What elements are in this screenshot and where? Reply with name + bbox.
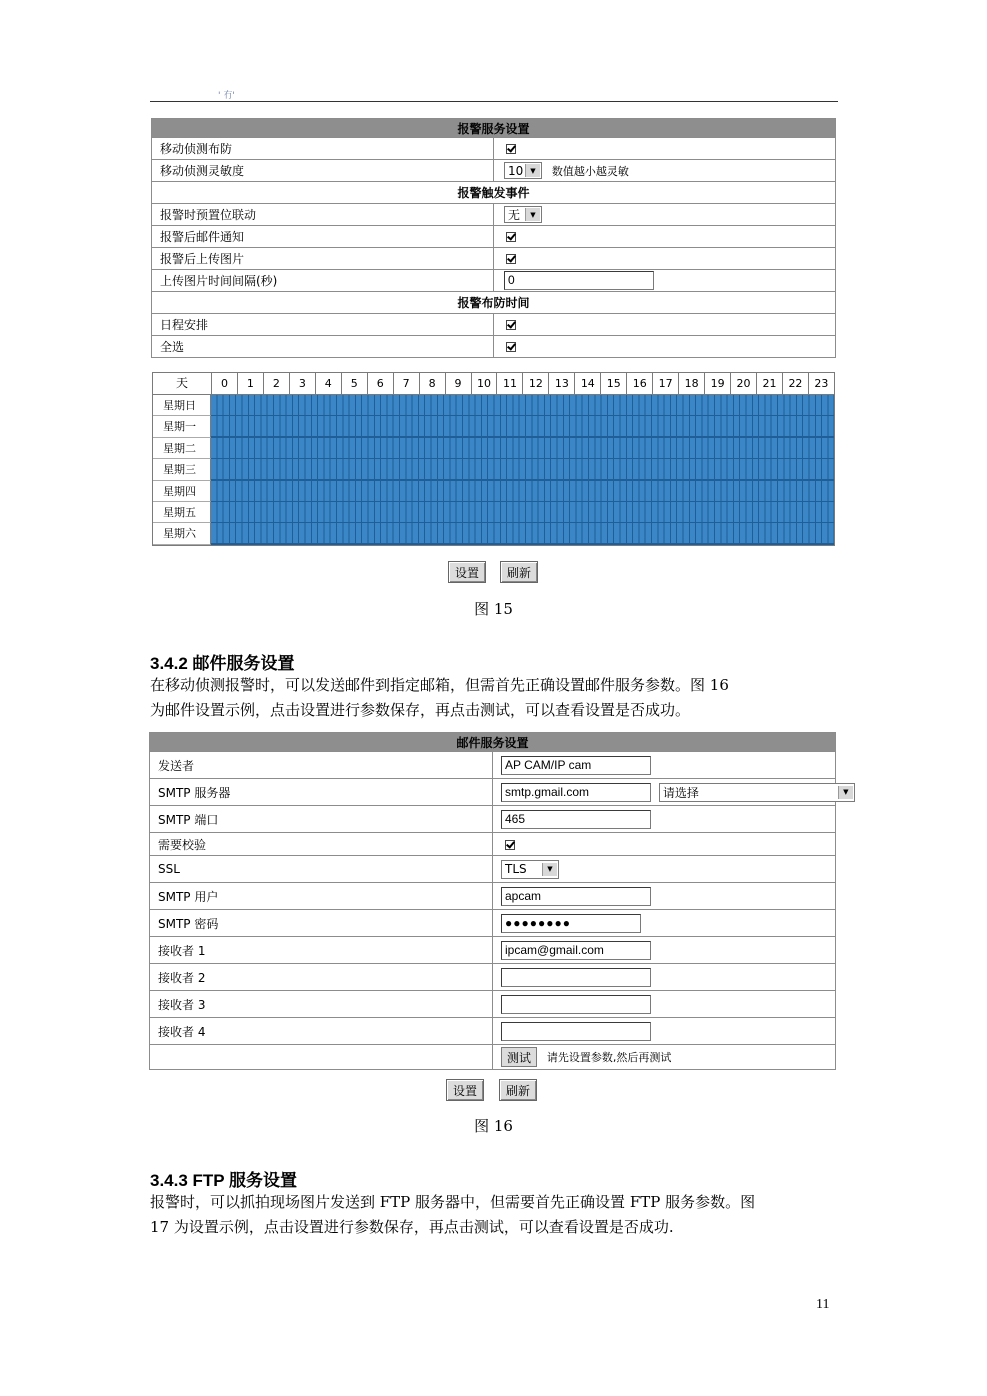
schedule-day-row xyxy=(153,502,834,523)
schedule-cells[interactable] xyxy=(211,395,834,416)
schedule-day-row xyxy=(153,481,834,502)
hour-header: 6 xyxy=(368,373,394,394)
smtp-server-select[interactable] xyxy=(659,783,855,802)
smtp-port-input[interactable]: 465 xyxy=(501,810,651,829)
hour-header: 10 xyxy=(472,373,498,394)
hour-header: 20 xyxy=(731,373,757,394)
ftp-section-heading: 3.4.3 FTP 服务设置 xyxy=(150,1171,298,1190)
recv2-label: 接收者 2 xyxy=(150,964,493,991)
recv3-input[interactable] xyxy=(501,995,651,1014)
mail-notify-label: 报警后邮件通知 xyxy=(152,226,494,248)
recv4-input[interactable] xyxy=(501,1022,651,1041)
select-all-label: 全选 xyxy=(152,336,494,358)
smtp-server-input[interactable]: smtp.gmail.com xyxy=(501,783,651,802)
sensitivity-value: 10 xyxy=(508,163,524,178)
mail-paragraph-line-1: 在移动侦测报警时，可以发送邮件到指定邮箱，但需首先正确设置邮件服务参数。图 16 xyxy=(150,676,729,694)
schedule-grid-body xyxy=(153,395,834,545)
auth-checkbox[interactable] xyxy=(505,840,515,850)
sensitivity-label: 移动侦测灵敏度 xyxy=(152,160,494,182)
alarm-settings-table xyxy=(151,118,836,358)
recv1-label: 接收者 1 xyxy=(150,937,493,964)
ftp-paragraph-line-1: 报警时，可以抓拍现场图片发送到 FTP 服务器中，但需要首先正确设置 FTP 服务参数。图 xyxy=(150,1193,756,1211)
sensitivity-note: 数值越小越灵敏 xyxy=(551,164,629,178)
upload-checkbox[interactable] xyxy=(506,254,516,264)
preset-select[interactable] xyxy=(504,206,542,223)
hour-header: 15 xyxy=(601,373,627,394)
chevron-down-icon: ▼ xyxy=(542,863,557,876)
smtp-select-value: 请选择 xyxy=(662,785,699,800)
schedule-cells[interactable] xyxy=(211,481,834,502)
mail-section-paragraph xyxy=(150,673,840,723)
schedule-day-row xyxy=(153,523,834,544)
ftp-section-paragraph xyxy=(150,1190,840,1240)
schedule-cells[interactable] xyxy=(211,416,834,437)
motion-arm-label: 移动侦测布防 xyxy=(152,138,494,160)
recv3-label: 接收者 3 xyxy=(150,991,493,1018)
hour-header: 9 xyxy=(446,373,472,394)
hour-header: 22 xyxy=(783,373,809,394)
test-note: 请先设置参数,然后再测试 xyxy=(546,1051,672,1064)
ssl-value: TLS xyxy=(505,862,527,876)
hour-header: 1 xyxy=(238,373,264,394)
mail-refresh-button[interactable]: 刷新 xyxy=(499,1079,537,1101)
test-row-empty-cell xyxy=(150,1045,493,1070)
interval-input[interactable]: 0 xyxy=(504,271,654,290)
schedule-checkbox[interactable] xyxy=(506,320,516,330)
sender-input[interactable]: AP CAM/IP cam xyxy=(501,756,651,775)
hour-header: 21 xyxy=(757,373,783,394)
test-button[interactable]: 测试 xyxy=(501,1047,537,1067)
hour-header: 12 xyxy=(523,373,549,394)
schedule-day-row xyxy=(153,459,834,480)
figure-15-caption: 图 15 xyxy=(474,600,513,618)
mail-section-heading: 3.4.2 邮件服务设置 xyxy=(150,654,295,673)
recv2-input[interactable] xyxy=(501,968,651,987)
mail-set-button[interactable]: 设置 xyxy=(446,1079,484,1101)
page-number: 11 xyxy=(816,1297,830,1312)
mail-settings-table xyxy=(149,732,849,1070)
recv4-label: 接收者 4 xyxy=(150,1018,493,1045)
select-all-checkbox[interactable] xyxy=(506,342,516,352)
hour-header: 11 xyxy=(497,373,523,394)
schedule-day-row xyxy=(153,416,834,437)
ftp-paragraph-line-2: 17 为设置示例，点击设置进行参数保存，再点击测试，可以查看设置是否成功. xyxy=(150,1218,674,1236)
schedule-day-row xyxy=(153,395,834,416)
schedule-grid xyxy=(152,372,835,546)
hour-header: 2 xyxy=(264,373,290,394)
sender-label: 发送者 xyxy=(150,752,493,779)
smtp-server-label: SMTP 服务器 xyxy=(150,779,493,806)
chevron-down-icon: ▼ xyxy=(525,164,540,177)
day-name: 星期四 xyxy=(153,481,211,502)
hour-header: 23 xyxy=(814,377,829,390)
schedule-day-row xyxy=(153,438,834,459)
smtp-user-input[interactable]: apcam xyxy=(501,887,651,906)
hour-header: 13 xyxy=(549,373,575,394)
ssl-label: SSL xyxy=(150,856,493,883)
schedule-cells[interactable] xyxy=(211,502,834,523)
auth-label: 需要校验 xyxy=(150,833,493,856)
schedule-section-title: 报警布防时间 xyxy=(152,292,836,314)
schedule-label: 日程安排 xyxy=(152,314,494,336)
schedule-cells[interactable] xyxy=(211,438,834,459)
hour-header: 4 xyxy=(316,373,342,394)
chevron-down-icon: ▼ xyxy=(525,208,540,221)
sensitivity-select[interactable] xyxy=(504,162,542,179)
smtp-pass-label: SMTP 密码 xyxy=(150,910,493,937)
day-name: 星期日 xyxy=(153,395,211,416)
mail-paragraph-line-2: 为邮件设置示例，点击设置进行参数保存，再点击测试，可以查看设置是否成功。 xyxy=(150,701,691,719)
schedule-grid-header xyxy=(153,373,834,395)
mail-section-title: 邮件服务设置 xyxy=(150,733,836,752)
figure-16-caption: 图 16 xyxy=(474,1117,513,1135)
schedule-cells[interactable] xyxy=(211,523,834,544)
ssl-select[interactable] xyxy=(501,860,559,879)
hour-header: 16 xyxy=(627,373,653,394)
hour-header: 8 xyxy=(420,373,446,394)
trigger-section-title: 报警触发事件 xyxy=(152,182,836,204)
preset-value: 无 xyxy=(508,208,521,222)
alarm-refresh-button[interactable]: 刷新 xyxy=(500,561,538,583)
smtp-user-label: SMTP 用户 xyxy=(150,883,493,910)
chevron-down-icon: ▼ xyxy=(838,786,853,799)
day-name: 星期三 xyxy=(153,459,211,480)
hour-header: 14 xyxy=(575,373,601,394)
smtp-pass-input[interactable]: ●●●●●●●● xyxy=(501,914,641,933)
interval-label: 上传图片时间间隔(秒) xyxy=(152,270,494,292)
preset-label: 报警时预置位联动 xyxy=(152,204,494,226)
day-column-header: 天 xyxy=(153,373,212,394)
upload-label: 报警后上传图片 xyxy=(152,248,494,270)
day-name: 星期一 xyxy=(153,416,211,437)
smtp-port-label: SMTP 端口 xyxy=(150,806,493,833)
schedule-cells[interactable] xyxy=(211,459,834,480)
hour-header: 19 xyxy=(705,373,731,394)
alarm-set-button[interactable]: 设置 xyxy=(448,561,486,583)
hour-header: 18 xyxy=(679,373,705,394)
mail-notify-checkbox[interactable] xyxy=(506,232,516,242)
motion-arm-checkbox[interactable] xyxy=(506,144,516,154)
hour-header: 7 xyxy=(394,373,420,394)
recv1-input[interactable]: ipcam@gmail.com xyxy=(501,941,651,960)
day-name: 星期二 xyxy=(153,438,211,459)
header-mark: ' 冇' xyxy=(218,91,235,101)
alarm-section-title: 报警服务设置 xyxy=(152,119,836,138)
hour-header: 17 xyxy=(653,373,679,394)
hour-header: 0 xyxy=(212,373,238,394)
day-name: 星期六 xyxy=(153,523,211,544)
hour-header: 5 xyxy=(342,373,368,394)
hour-header: 3 xyxy=(290,373,316,394)
header-rule xyxy=(150,101,838,102)
day-name: 星期五 xyxy=(153,502,211,523)
